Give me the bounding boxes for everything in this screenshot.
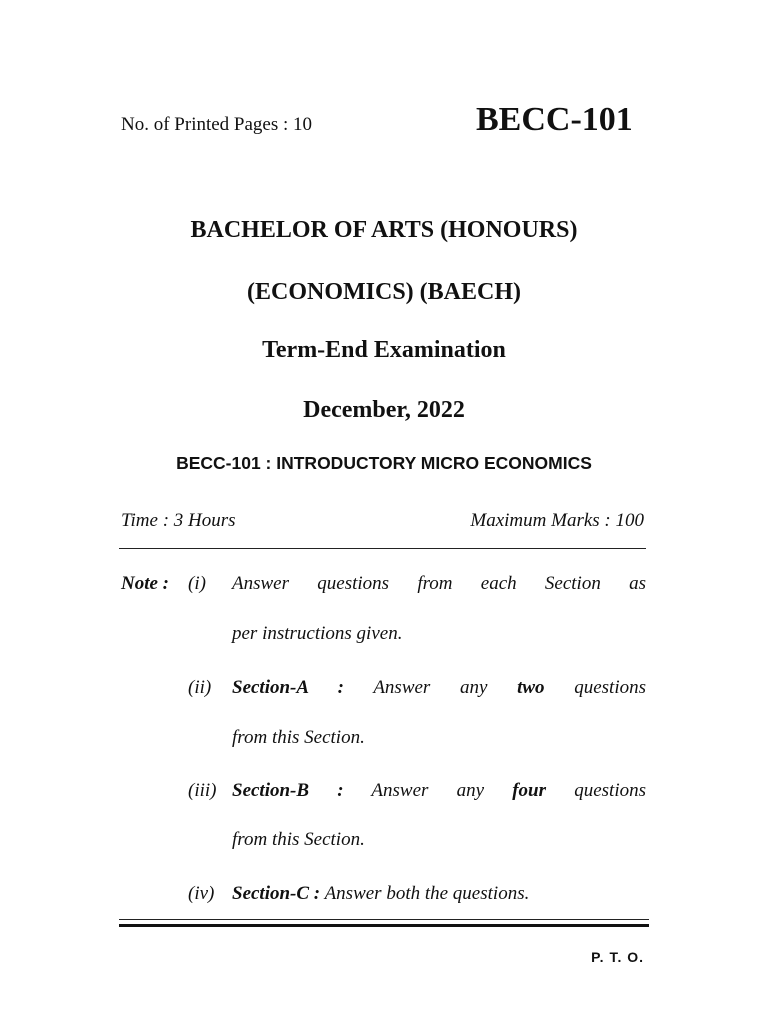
emphasis: four (512, 780, 547, 801)
note-text (232, 883, 646, 905)
programme-title: (ECONOMICS) (BAECH) (247, 279, 521, 305)
page-turn-over: P. T. O. (591, 949, 644, 965)
note-text-part: questions (574, 677, 647, 698)
degree-title: BACHELOR OF ARTS (HONOURS) (190, 217, 578, 243)
bottom-divider-thin (119, 919, 649, 920)
note-text-part: Answer any (373, 677, 488, 698)
note-text-part: Answer any (371, 780, 485, 801)
bottom-divider-thick (119, 924, 649, 927)
course-code: BECC-101 (476, 101, 633, 138)
exam-date: December, 2022 (303, 397, 465, 423)
note-label: Note : (121, 573, 170, 594)
note-index: (iii) (188, 780, 217, 801)
course-title: BECC-101 : INTRODUCTORY MICRO ECONOMICS (176, 453, 592, 473)
note-text (232, 677, 646, 699)
note-text: from this Section. (232, 829, 365, 850)
maximum-marks: Maximum Marks : 100 (470, 510, 644, 531)
divider-line (119, 548, 646, 549)
exam-time: Time : 3 Hours (121, 510, 236, 531)
note-text: Answer questions from each Section as (232, 573, 646, 594)
note-index: (ii) (188, 677, 212, 698)
note-index: (i) (188, 573, 206, 594)
note-text-part: Answer both the questions. (324, 883, 530, 904)
emphasis: two (517, 677, 545, 698)
printed-pages-count: No. of Printed Pages : 10 (121, 114, 313, 135)
section-label: Section-B : (232, 780, 344, 801)
exam-title: Term-End Examination (262, 337, 506, 363)
note-text: from this Section. (232, 727, 365, 748)
section-label: Section-C : (232, 883, 321, 904)
note-text-part: questions (574, 780, 646, 801)
note-index: (iv) (188, 883, 215, 904)
section-label: Section-A : (232, 677, 344, 698)
note-text (232, 780, 646, 802)
note-text: per instructions given. (232, 623, 403, 644)
